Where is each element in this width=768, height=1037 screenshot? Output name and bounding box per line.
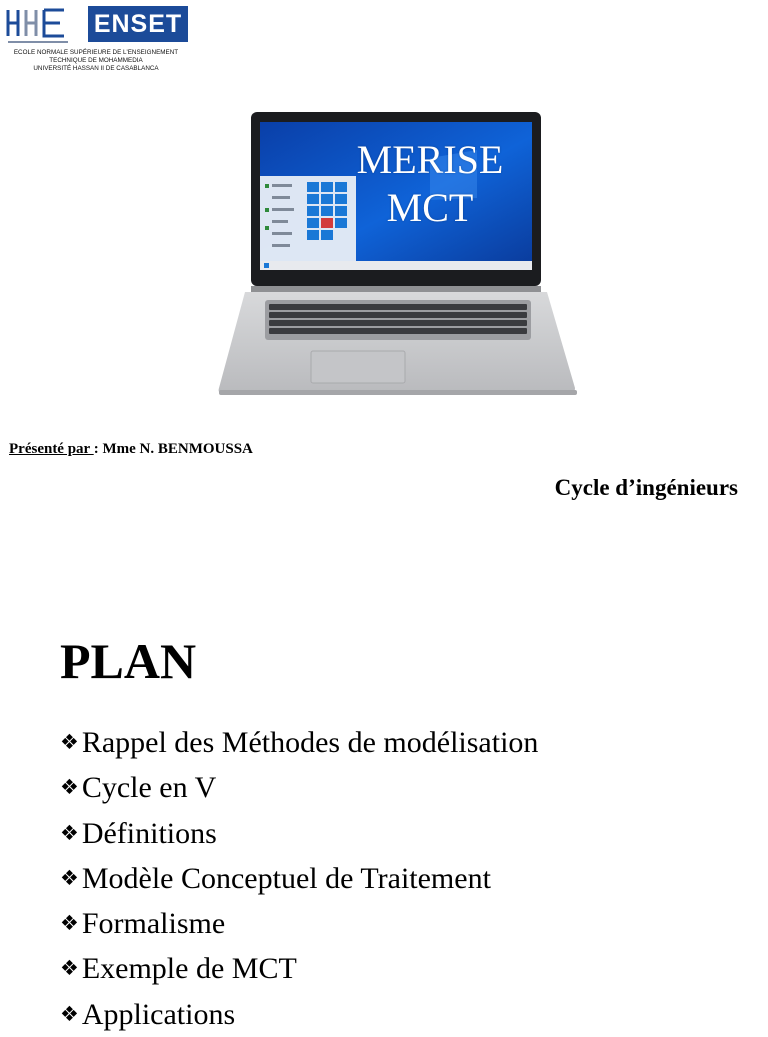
plan-item-label: Formalisme <box>81 907 226 941</box>
plan-item-label: Définitions <box>81 816 217 850</box>
logo-caption-line1: ECOLE NORMALE SUPÉRIEURE DE L'ENSEIGNEMENT <box>13 49 179 56</box>
screen-title <box>335 136 525 232</box>
university-emblem-icon <box>4 6 80 46</box>
diamond-bullet-icon: ❖ <box>60 730 79 754</box>
plan-list <box>60 720 538 1037</box>
plan-item-label: Applications <box>81 997 236 1031</box>
diamond-bullet-icon: ❖ <box>60 911 79 936</box>
screen-title-line1: MERISE <box>356 137 504 182</box>
presenter-line <box>9 441 253 458</box>
screen-title-line2: MCT <box>386 185 474 230</box>
plan-item <box>60 901 538 946</box>
cycle-label: Cycle d’ingénieurs <box>554 475 738 500</box>
enset-brand: ENSET <box>88 6 188 42</box>
diamond-bullet-icon: ❖ <box>60 775 79 800</box>
presenter-name: Mme N. BENMOUSSA <box>102 441 253 457</box>
diamond-bullet-icon: ❖ <box>60 820 79 845</box>
plan-title: PLAN <box>60 633 197 689</box>
institution-logo <box>0 0 192 82</box>
plan-item-label: Rappel des Méthodes de modélisation <box>81 726 539 759</box>
plan-item <box>60 856 538 901</box>
logo-caption-line3: UNIVERSITÉ HASSAN II DE CASABLANCA <box>33 65 159 72</box>
diamond-bullet-icon: ❖ <box>60 956 79 981</box>
plan-item-label: Cycle en V <box>81 771 217 805</box>
diamond-bullet-icon: ❖ <box>60 1001 79 1026</box>
plan-item-label: Modèle Conceptuel de Traitement <box>81 861 491 895</box>
plan-item <box>60 946 538 991</box>
laptop-illustration <box>215 108 581 398</box>
diamond-bullet-icon: ❖ <box>60 865 79 890</box>
plan-item-label: Exemple de MCT <box>81 952 297 986</box>
plan-item <box>60 765 538 810</box>
plan-item <box>60 992 538 1037</box>
presenter-label: Présenté par <box>9 441 94 457</box>
logo-caption-line2: TECHNIQUE DE MOHAMMEDIA <box>49 57 143 64</box>
plan-item <box>60 811 538 856</box>
presenter-separator: : <box>93 441 103 457</box>
plan-item <box>60 720 538 765</box>
